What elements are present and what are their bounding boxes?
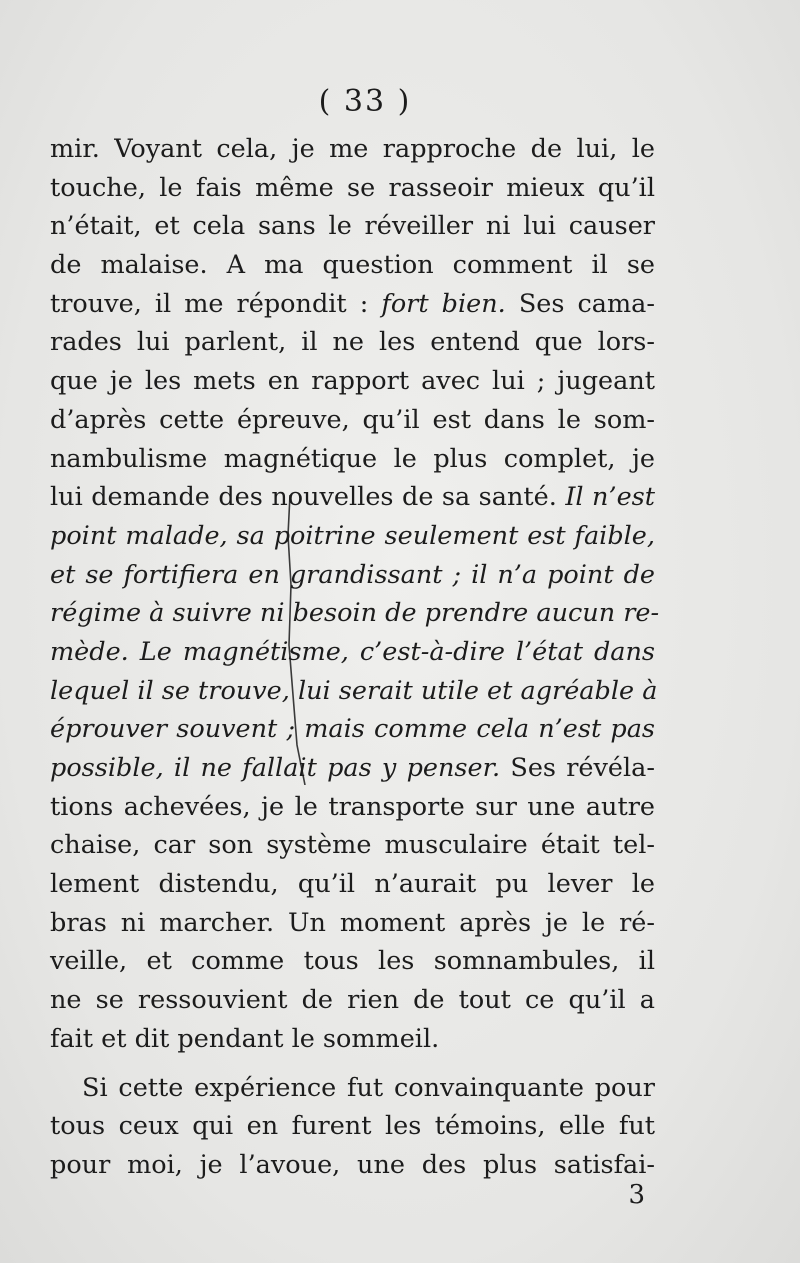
page-number: ( 33 ) [318,84,412,119]
text-line [50,1107,655,1146]
text-segment: Ses révéla- [500,753,655,783]
italic-text: point malade, sa poitrine seulement est faible, [50,520,655,551]
text-segment: trouve, il me répondit : [50,288,382,319]
text-line [50,1020,655,1059]
text-line [50,942,655,981]
italic-text: et se fortifiera en grandissant ; il n’a point de [50,559,655,590]
text-line [50,904,655,943]
text-line [50,1146,655,1185]
italic-text: mède. Le magnétisme, c’est-à-dire l’état dans [50,636,655,667]
italic-text: fort bien. [381,288,506,319]
text-line [50,826,655,865]
text-segment: ne se ressouvient de rien de tout ce qu’il a [50,985,655,1016]
italic-text: éprouver souvent ; mais comme cela n’est pas [50,714,655,745]
text-segment: d’après cette épreuve, qu’il est dans le som- [50,404,655,435]
text-line [50,130,655,169]
text-segment: bras ni marcher. Un moment après je le ré- [50,907,655,938]
text-line [50,749,655,788]
text-line [50,362,655,401]
text-segment: nambulisme magnétique le plus complet, je [50,443,655,474]
text-segment: touche, le fais même se rasseoir mieux qu’il [50,172,655,203]
text-line [50,401,655,440]
text-segment: chaise, car son système musculaire était tel- [50,830,655,861]
text-line [50,672,658,711]
text-line [50,633,655,672]
text-line [50,1069,655,1108]
italic-text: possible, il ne fallait pas y penser. [50,753,501,783]
text-segment: mir. Voyant cela, je me rapproche de lui, le [50,134,655,164]
text-segment: lement distendu, qu’il n’aurait pu lever le [50,869,655,900]
text-segment: Si cette expérience fut convainquante pour [82,1072,655,1103]
text-line [50,440,655,479]
body-text [50,130,660,1185]
text-line [50,169,655,208]
text-line [50,478,655,517]
signature-mark: 3 [628,1180,645,1210]
text-line [50,556,655,595]
text-segment: Ses cama- [505,288,656,319]
text-segment: de malaise. A ma question comment il se [50,250,655,281]
text-line [50,517,655,556]
text-line [50,246,655,285]
text-segment: n’était, et cela sans le réveiller ni lui causer [50,211,655,242]
text-segment: que je les mets en rapport avec lui ; jugeant [50,366,655,397]
text-line [50,865,655,904]
text-line [50,323,655,362]
text-line [50,285,655,324]
italic-text: lequel il se trouve, lui serait utile et agréable à [50,675,658,706]
text-line [50,710,655,749]
text-segment: rades lui parlent, il ne les entend que lors- [50,327,655,358]
italic-text: Il n’est [565,482,655,513]
text-segment: tions achevées, je le transporte sur une autre [50,791,655,822]
italic-text: régime à suivre ni besoin de prendre aucun re- [50,598,660,629]
text-segment: veille, et comme tous les somnambules, il [50,946,655,977]
text-segment: tous ceux qui en furent les témoins, elle fut [50,1111,655,1142]
text-segment: lui demande des nouvelles de sa santé. [50,482,566,513]
text-line [50,788,655,827]
text-segment: fait et dit pendant le sommeil. [50,1023,440,1054]
text-line [50,594,660,633]
text-line [50,207,655,246]
text-line [50,981,655,1020]
text-segment: pour moi, je l’avoue, une des plus satisfai- [50,1149,655,1180]
